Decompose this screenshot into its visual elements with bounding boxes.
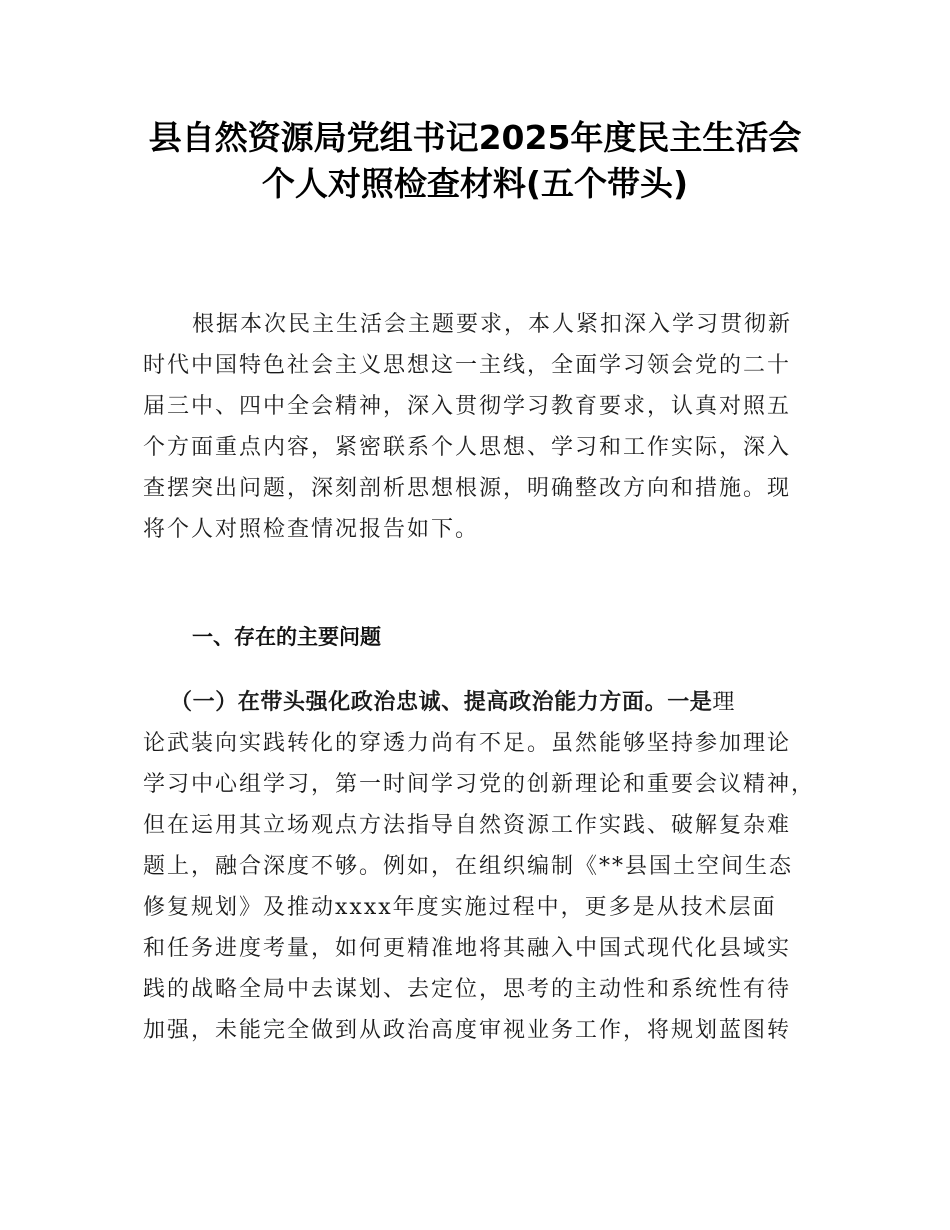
intro-paragraph-line: 时代中国特色社会主义思想这一主线，全面学习领会党的二十: [143, 353, 792, 378]
subsection-paragraph-line: 但在运用其立场观点方法指导自然资源工作实践、破解复杂难: [143, 813, 792, 838]
subsection-paragraph-line: 践的战略全局中去谋划、去定位，思考的主动性和系统性有待: [143, 977, 792, 1002]
subsection-paragraph-line: 论武装向实践转化的穿透力尚有不足。虽然能够坚持参加理论: [143, 731, 792, 756]
intro-paragraph-line: 将个人对照检查情况报告如下。: [143, 517, 480, 542]
intro-paragraph-line: 根据本次民主生活会主题要求，本人紧扣深入学习贯彻新: [192, 312, 793, 337]
document-title-line-1: 县自然资源局党组书记2025年度民主生活会: [148, 118, 802, 157]
document-title-line-2: 个人对照检查材料(五个带头): [261, 164, 689, 203]
intro-paragraph-line: 查摆突出问题，深刻剖析思想根源，明确整改方向和措施。现: [143, 476, 792, 501]
subsection-heading-bold: （一）在带头强化政治忠诚、提高政治能力方面。一是: [170, 690, 713, 715]
intro-paragraph-line: 届三中、四中全会精神，深入贯彻学习教育要求，认真对照五: [143, 394, 792, 419]
subsection-paragraph-line: 和任务进度考量，如何更精准地将其融入中国式现代化县域实: [143, 936, 792, 961]
subsection-paragraph-line: 题上，融合深度不够。例如，在组织编制《**县国土空间生态: [143, 854, 794, 879]
subsection-heading-rest: 理: [712, 690, 737, 715]
section-heading-main-problems: 一、存在的主要问题: [192, 625, 381, 649]
subsection-heading-line: [170, 688, 830, 718]
subsection-paragraph-line: 修复规划》及推动xxxx年度实施过程中，更多是从技术层面: [143, 895, 777, 920]
subsection-paragraph-line: 学习中心组学习，第一时间学习党的创新理论和重要会议精神，: [143, 772, 816, 797]
subsection-paragraph-line: 加强，未能完全做到从政治高度审视业务工作，将规划蓝图转: [143, 1018, 792, 1043]
intro-paragraph-line: 个方面重点内容，紧密联系个人思想、学习和工作实际，深入: [143, 435, 792, 460]
